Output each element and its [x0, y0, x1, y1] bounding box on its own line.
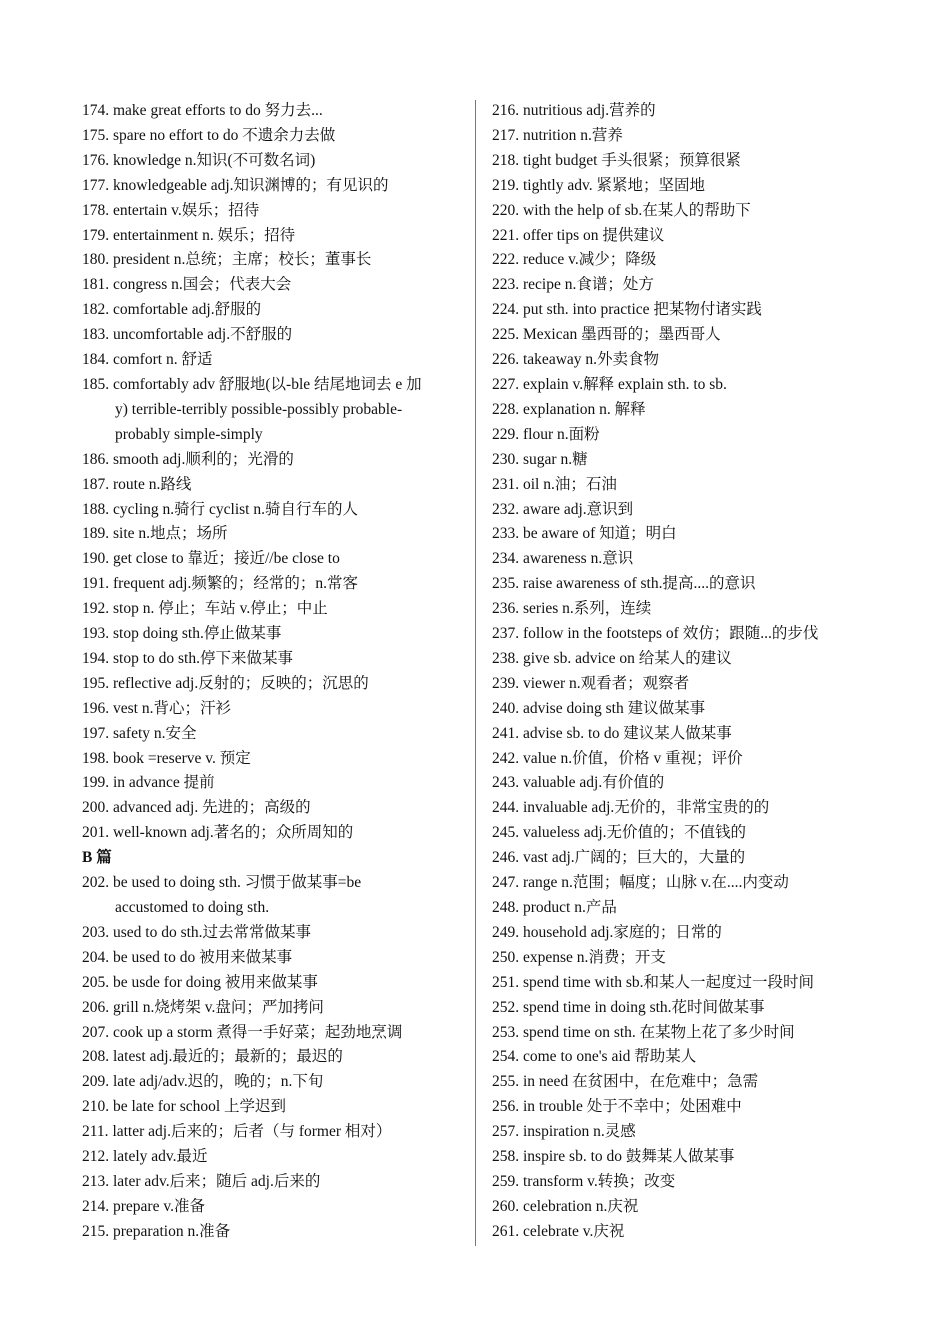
vocab-entry — [492, 1021, 912, 1046]
vocab-entry — [492, 348, 912, 373]
vocab-entry — [492, 1120, 912, 1145]
entry-text: follow in the footsteps of 效仿；跟随...的步伐 — [523, 625, 819, 643]
entry-text: spare no effort to do 不遗余力去做 — [113, 126, 336, 144]
entry-number: 261. — [492, 1222, 520, 1240]
vocab-entry — [492, 1095, 912, 1120]
entry-text: preparation n.准备 — [113, 1222, 231, 1240]
entry-number: 216. — [492, 102, 520, 119]
vocab-entry — [82, 99, 462, 124]
vocab-entry — [492, 996, 912, 1021]
entry-number: 208. — [82, 1048, 110, 1066]
entry-text: oil n.油；石油 — [523, 475, 617, 493]
entry-text: well-known adj.著名的；众所周知的 — [113, 824, 354, 842]
entry-number: 193. — [82, 625, 110, 643]
entry-text: book =reserve v. 预定 — [113, 749, 251, 767]
vocab-entry — [492, 846, 912, 871]
vocab-entry — [492, 547, 912, 572]
entry-text: be used to do 被用来做某事 — [113, 948, 293, 966]
entry-number: 240. — [492, 699, 520, 717]
entry-continuation: probably simple-simply — [115, 425, 263, 443]
entry-text: vest n.背心；汗衫 — [113, 699, 231, 717]
vocab-entry — [82, 448, 462, 473]
vocab-entry — [492, 174, 912, 199]
entry-number: 226. — [492, 351, 520, 369]
entry-text: advanced adj. 先进的；高级的 — [113, 799, 311, 817]
entry-number: 195. — [82, 674, 110, 692]
entry-text: offer tips on 提供建议 — [523, 226, 665, 244]
vocab-entry — [82, 871, 462, 896]
entry-text: recipe n.食谱；处方 — [523, 276, 654, 294]
vocab-entry — [492, 522, 912, 547]
vocab-entry — [82, 921, 462, 946]
vocab-entry — [82, 1070, 462, 1095]
entry-number: 245. — [492, 824, 520, 842]
entry-text: be usde for doing 被用来做某事 — [113, 973, 318, 991]
entry-number: 217. — [492, 126, 520, 144]
entry-text: spend time in doing sth.花时间做某事 — [523, 998, 765, 1016]
entry-number: 213. — [82, 1172, 110, 1190]
entry-number: 212. — [82, 1148, 110, 1166]
vocab-entry — [492, 771, 912, 796]
entry-number: 220. — [492, 201, 520, 219]
entry-text: knowledge n.知识(不可数名词) — [113, 151, 316, 169]
vocab-entry — [492, 323, 912, 348]
entry-text: frequent adj.频繁的；经常的；n.常客 — [113, 575, 358, 593]
entry-number: 227. — [492, 375, 520, 393]
vocab-entry — [82, 273, 462, 298]
entry-number: 211. — [82, 1123, 109, 1141]
vocab-entry — [492, 946, 912, 971]
vocab-entry — [492, 647, 912, 672]
entry-number: 243. — [492, 774, 520, 792]
entry-number: 238. — [492, 649, 520, 667]
entry-number: 194. — [82, 649, 110, 667]
vocab-entry — [82, 1195, 462, 1220]
entry-number: 231. — [492, 475, 520, 493]
entry-number: 229. — [492, 425, 520, 443]
entry-text: nutrition n.营养 — [523, 126, 623, 144]
vocab-entry — [492, 1145, 912, 1170]
entry-text: expense n.消费；开支 — [523, 948, 666, 966]
vocab-entry — [82, 473, 462, 498]
vocab-entry — [492, 448, 912, 473]
entry-text: valuable adj.有价值的 — [523, 774, 665, 792]
entry-number: 215. — [82, 1222, 110, 1240]
entry-text: flour n.面粉 — [523, 425, 600, 443]
entry-number: 250. — [492, 948, 520, 966]
entry-text: vast adj.广阔的；巨大的，大量的 — [523, 849, 746, 867]
entry-number: 235. — [492, 575, 520, 593]
vocab-entry — [492, 149, 912, 174]
entry-number: 254. — [492, 1048, 520, 1066]
vocab-entry — [492, 572, 912, 597]
vocab-entry — [492, 224, 912, 249]
vocab-entry — [82, 1170, 462, 1195]
entry-text: smooth adj.顺利的；光滑的 — [113, 450, 294, 468]
vocab-entry — [82, 224, 462, 249]
vocab-entry — [492, 971, 912, 996]
entry-number: 251. — [492, 973, 520, 991]
vocab-entry — [492, 896, 912, 921]
vocab-entry — [82, 1021, 462, 1046]
entry-text: explanation n. 解释 — [523, 400, 646, 418]
entry-continuation: accustomed to doing sth. — [115, 899, 270, 916]
entry-text: uncomfortable adj.不舒服的 — [113, 326, 293, 344]
vocab-entry — [492, 1195, 912, 1220]
entry-number: 202. — [82, 874, 110, 892]
entry-text: in trouble 处于不幸中；处困难中 — [523, 1098, 742, 1116]
entry-number: 258. — [492, 1148, 520, 1166]
entry-number: 199. — [82, 774, 110, 792]
vocab-entry — [492, 1045, 912, 1070]
vocab-entry — [82, 697, 462, 722]
entry-number: 249. — [492, 923, 520, 941]
entry-number: 224. — [492, 301, 520, 319]
section-heading: B 篇 — [82, 849, 112, 867]
vocab-entry — [82, 298, 462, 323]
entry-number: 182. — [82, 301, 110, 319]
entry-text: series n.系列，连续 — [523, 600, 652, 618]
entry-text: sugar n.糖 — [523, 450, 588, 468]
entry-number: 192. — [82, 600, 110, 618]
entry-text: tight budget 手头很紧；预算很紧 — [523, 151, 741, 169]
vocab-entry — [82, 771, 462, 796]
entry-text: inspiration n.灵感 — [523, 1123, 636, 1141]
entry-number: 191. — [82, 575, 110, 593]
entry-number: 233. — [492, 525, 520, 543]
entry-text: cycling n.骑行 cyclist n.骑自行车的人 — [113, 500, 358, 518]
vocab-entry — [492, 747, 912, 772]
vocab-entry — [82, 373, 462, 398]
vocab-entry — [82, 821, 462, 846]
vocab-entry — [492, 124, 912, 149]
entry-text: make great efforts to do 努力去... — [113, 102, 323, 119]
vocab-entry — [82, 547, 462, 572]
entry-number: 247. — [492, 874, 520, 892]
vocab-entry — [492, 398, 912, 423]
entry-text: in advance 提前 — [113, 774, 215, 792]
entry-number: 190. — [82, 550, 110, 568]
entry-text: advise sb. to do 建议某人做某事 — [523, 724, 732, 742]
right-column — [492, 99, 912, 1245]
vocab-entry — [492, 1170, 912, 1195]
entry-text: comfort n. 舒适 — [113, 351, 213, 369]
entry-text: cook up a storm 煮得一手好菜；起劲地烹调 — [113, 1023, 403, 1041]
entry-number: 257. — [492, 1123, 520, 1141]
entry-number: 241. — [492, 724, 520, 742]
entry-text: grill n.烧烤架 v.盘问；严加拷问 — [113, 998, 324, 1016]
entry-text: invaluable adj.无价的，非常宝贵的的 — [523, 799, 770, 817]
entry-number: 222. — [492, 251, 520, 269]
entry-number: 221. — [492, 226, 520, 244]
entry-number: 181. — [82, 276, 110, 294]
entry-number: 204. — [82, 948, 110, 966]
vocab-entry — [492, 199, 912, 224]
entry-number: 218. — [492, 151, 520, 169]
entry-text: stop doing sth.停止做某事 — [113, 625, 282, 643]
entry-text: later adv.后来；随后 adj.后来的 — [113, 1172, 321, 1190]
entry-number: 196. — [82, 699, 110, 717]
entry-number: 230. — [492, 450, 520, 468]
vocab-entry — [82, 149, 462, 174]
entry-text: in need 在贫困中，在危难中；急需 — [523, 1073, 759, 1091]
entry-text: be used to doing sth. 习惯于做某事=be — [113, 874, 362, 892]
entry-number: 206. — [82, 998, 110, 1016]
vocab-entry — [492, 298, 912, 323]
vocab-entry — [82, 1095, 462, 1120]
entry-text: entertainment n. 娱乐；招待 — [113, 226, 296, 244]
entry-number: 225. — [492, 326, 520, 344]
vocab-entry — [492, 1220, 912, 1245]
entry-text: stop n. 停止；车站 v.停止；中止 — [113, 600, 328, 618]
entry-text: get close to 靠近；接近//be close to — [113, 550, 340, 568]
vocab-entry — [492, 597, 912, 622]
entry-number: 175. — [82, 126, 110, 144]
entry-text: raise awareness of sth.提高....的意识 — [523, 575, 756, 593]
entry-text: prepare v.准备 — [113, 1197, 205, 1215]
vocab-entry — [492, 423, 912, 448]
entry-text: tightly adv. 紧紧地；坚固地 — [523, 176, 705, 194]
entry-text: celebration n.庆祝 — [523, 1197, 639, 1215]
entry-number: 228. — [492, 400, 520, 418]
entry-number: 200. — [82, 799, 110, 817]
column-divider — [475, 100, 476, 1246]
vocab-entry — [492, 796, 912, 821]
entry-text: with the help of sb.在某人的帮助下 — [523, 201, 751, 219]
entry-number: 205. — [82, 973, 110, 991]
entry-text: value n.价值，价格 v 重视；评价 — [523, 749, 743, 767]
vocab-entry — [492, 722, 912, 747]
vocab-entry — [492, 821, 912, 846]
entry-text: latter adj.后来的；后者（与 former 相对） — [112, 1123, 392, 1141]
entry-text: explain v.解释 explain sth. to sb. — [523, 375, 727, 393]
vocab-entry — [492, 672, 912, 697]
vocab-entry — [82, 1145, 462, 1170]
entry-text: inspire sb. to do 鼓舞某人做某事 — [523, 1148, 735, 1166]
entry-text: household adj.家庭的；日常的 — [523, 923, 722, 941]
entry-number: 219. — [492, 176, 520, 194]
entry-text: aware adj.意识到 — [523, 500, 634, 518]
vocab-entry — [492, 473, 912, 498]
entry-number: 177. — [82, 176, 110, 194]
entry-text: be aware of 知道；明白 — [523, 525, 677, 543]
vocab-entry — [492, 871, 912, 896]
entry-number: 232. — [492, 500, 520, 518]
entry-text: reflective adj.反射的；反映的；沉思的 — [113, 674, 369, 692]
vocab-entry — [82, 622, 462, 647]
entry-text: range n.范围；幅度；山脉 v.在....内变动 — [523, 874, 789, 892]
entry-text: site n.地点；场所 — [113, 525, 228, 543]
vocab-entry — [492, 373, 912, 398]
vocab-entry — [82, 647, 462, 672]
entry-number: 234. — [492, 550, 520, 568]
vocab-entry — [82, 522, 462, 547]
entry-number: 239. — [492, 674, 520, 692]
vocab-entry — [82, 996, 462, 1021]
entry-text: knowledgeable adj.知识渊博的；有见识的 — [113, 176, 389, 194]
entry-number: 187. — [82, 475, 110, 493]
entry-number: 189. — [82, 525, 110, 543]
entry-number: 201. — [82, 824, 110, 842]
entry-number: 183. — [82, 326, 110, 344]
entry-number: 244. — [492, 799, 520, 817]
entry-number: 178. — [82, 201, 110, 219]
entry-text: latest adj.最近的；最新的；最迟的 — [113, 1048, 343, 1066]
entry-number: 253. — [492, 1023, 520, 1041]
entry-text: valueless adj.无价值的；不值钱的 — [523, 824, 747, 842]
vocab-entry — [82, 672, 462, 697]
vocab-entry — [82, 1045, 462, 1070]
vocab-entry — [492, 921, 912, 946]
entry-number: 198. — [82, 749, 110, 767]
entry-text: comfortable adj.舒服的 — [113, 301, 262, 319]
entry-number: 248. — [492, 899, 520, 916]
entry-number: 203. — [82, 923, 110, 941]
entry-number: 197. — [82, 724, 110, 742]
entry-text: awareness n.意识 — [523, 550, 634, 568]
vocab-entry — [82, 597, 462, 622]
entry-number: 210. — [82, 1098, 110, 1116]
entry-number: 252. — [492, 998, 520, 1016]
entry-number: 259. — [492, 1172, 520, 1190]
entry-text: product n.产品 — [523, 899, 617, 916]
entry-text: takeaway n.外卖食物 — [523, 351, 660, 369]
entry-number: 179. — [82, 226, 110, 244]
left-column — [82, 99, 462, 1245]
vocab-entry — [82, 946, 462, 971]
entry-number: 180. — [82, 251, 110, 269]
vocab-entry — [492, 1070, 912, 1095]
entry-text: stop to do sth.停下来做某事 — [113, 649, 293, 667]
entry-number: 223. — [492, 276, 520, 294]
entry-number: 256. — [492, 1098, 520, 1116]
entry-text: come to one's aid 帮助某人 — [523, 1048, 697, 1066]
vocab-entry — [82, 323, 462, 348]
entry-text: reduce v.减少；降级 — [523, 251, 657, 269]
entry-number: 260. — [492, 1197, 520, 1215]
vocab-entry — [82, 174, 462, 199]
vocab-entry — [82, 1120, 462, 1145]
entry-number: 246. — [492, 849, 520, 867]
vocab-entry — [82, 248, 462, 273]
entry-text: spend time on sth. 在某物上花了多少时间 — [523, 1023, 795, 1041]
entry-continuation: y) terrible-terribly possible-possibly probable- — [115, 400, 403, 418]
vocab-entry — [492, 99, 912, 124]
vocab-entry — [82, 722, 462, 747]
entry-number: 237. — [492, 625, 520, 643]
entry-text: congress n.国会；代表大会 — [113, 276, 292, 294]
vocab-entry — [82, 796, 462, 821]
entry-number: 176. — [82, 151, 110, 169]
entry-number: 184. — [82, 351, 110, 369]
entry-text: put sth. into practice 把某物付诸实践 — [523, 301, 762, 319]
vocab-entry — [492, 697, 912, 722]
vocab-entry — [82, 498, 462, 523]
entry-text: comfortably adv 舒服地(以-ble 结尾地词去 e 加 — [113, 375, 422, 393]
vocab-entry — [82, 971, 462, 996]
entry-number: 185. — [82, 375, 110, 393]
entry-text: be late for school 上学迟到 — [113, 1098, 287, 1116]
entry-text: give sb. advice on 给某人的建议 — [523, 649, 732, 667]
vocab-entry — [82, 348, 462, 373]
vocab-entry — [82, 199, 462, 224]
entry-text: viewer n.观看者；观察者 — [523, 674, 690, 692]
vocab-entry — [492, 248, 912, 273]
entry-text: transform v.转换；改变 — [523, 1172, 676, 1190]
entry-text: spend time with sb.和某人一起度过一段时间 — [523, 973, 815, 991]
entry-number: 236. — [492, 600, 520, 618]
entry-number: 186. — [82, 450, 110, 468]
vocab-entry — [82, 124, 462, 149]
entry-text: route n.路线 — [113, 475, 192, 493]
entry-number: 207. — [82, 1023, 110, 1041]
entry-number: 214. — [82, 1197, 110, 1215]
vocab-entry — [82, 572, 462, 597]
entry-text: used to do sth.过去常常做某事 — [113, 923, 312, 941]
entry-text: advise doing sth 建议做某事 — [523, 699, 706, 717]
entry-text: president n.总统；主席；校长；董事长 — [113, 251, 372, 269]
entry-text: safety n.安全 — [113, 724, 197, 742]
entry-text: entertain v.娱乐；招待 — [113, 201, 260, 219]
entry-text: lately adv.最近 — [113, 1148, 208, 1166]
entry-number: 174. — [82, 102, 110, 119]
entry-text: celebrate v.庆祝 — [523, 1222, 625, 1240]
entry-number: 255. — [492, 1073, 520, 1091]
vocab-entry — [492, 498, 912, 523]
vocab-entry — [82, 1220, 462, 1245]
vocab-entry — [492, 273, 912, 298]
vocab-entry — [492, 622, 912, 647]
vocab-entry — [82, 747, 462, 772]
entry-number: 188. — [82, 500, 110, 518]
entry-text: nutritious adj.营养的 — [523, 102, 656, 119]
entry-text: late adj/adv.迟的，晚的；n.下旬 — [113, 1073, 324, 1091]
entry-number: 209. — [82, 1073, 110, 1091]
entry-number: 242. — [492, 749, 520, 767]
entry-text: Mexican 墨西哥的；墨西哥人 — [523, 326, 721, 344]
